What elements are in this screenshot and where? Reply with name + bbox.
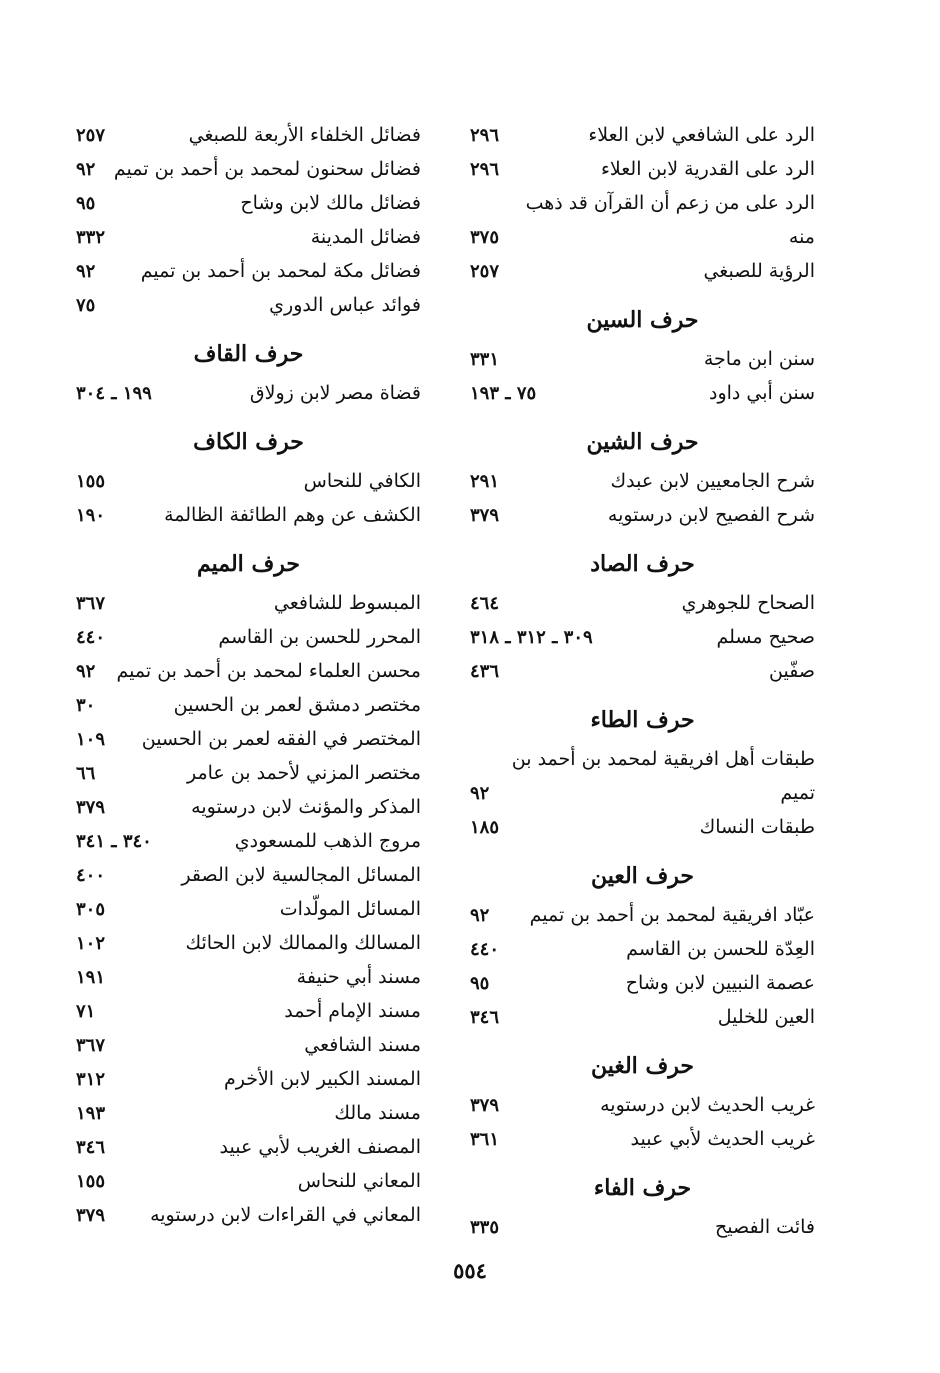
- index-entry: [470, 932, 815, 966]
- entry-pages: ١٥٥: [76, 471, 106, 492]
- entry-title: المصنف الغريب لأبي عبيد: [219, 1136, 421, 1158]
- heading-spacer: [76, 532, 421, 542]
- entry-title: مختصر المزني لأحمد بن عامر: [186, 762, 421, 784]
- entry-title: فضائل مكة لمحمد بن أحمد بن تميم: [140, 260, 421, 282]
- entry-pages: ٩٢: [470, 783, 490, 804]
- entry-title: مختصر دمشق لعمر بن الحسين: [173, 694, 421, 716]
- letter-heading: حرف السين: [586, 307, 699, 333]
- index-entry: [470, 620, 815, 654]
- entry-pages: ٣٣١: [470, 349, 500, 370]
- entry-pages: ١٩٩ ـ ٣٠٤: [76, 383, 152, 404]
- entry-title: غريب الحديث لأبي عبيد: [630, 1128, 815, 1150]
- index-entry: [470, 1122, 815, 1156]
- entry-pages: ٤٦٤: [470, 593, 500, 614]
- entry-pages: ٩٢: [76, 261, 96, 282]
- entry-pages: ٣١٢: [76, 1069, 106, 1090]
- heading-spacer: [470, 532, 815, 542]
- index-entry: [76, 688, 421, 722]
- index-entry: [470, 186, 815, 220]
- index-entry: [76, 288, 421, 322]
- heading-spacer: [470, 288, 815, 298]
- entry-title: سنن ابن ماجة: [703, 348, 815, 370]
- entry-title: فضائل سحنون لمحمد بن أحمد بن تميم: [113, 158, 421, 180]
- letter-heading: حرف الميم: [196, 551, 301, 577]
- entry-pages: ٤٤٠: [76, 627, 106, 648]
- letter-heading: حرف الفاء: [593, 1175, 692, 1201]
- entry-pages: ٣٤٠ ـ ٣٤١: [76, 831, 152, 852]
- entry-pages: ٢٩٦: [470, 159, 500, 180]
- heading-spacer: [470, 1156, 815, 1166]
- index-entry: [76, 220, 421, 254]
- index-entry: [470, 742, 815, 776]
- entry-pages: ٣٧٩: [76, 797, 106, 818]
- entry-pages: ١٨٥: [470, 817, 500, 838]
- entry-title: الرد على من زعم أن القرآن قد ذهب: [525, 192, 815, 214]
- entry-pages: ٤٤٠: [470, 939, 500, 960]
- index-column-right: [470, 118, 815, 1244]
- entry-pages: ٢٩١: [470, 471, 500, 492]
- entry-pages: ٣٠: [76, 695, 96, 716]
- entry-pages: ٣٧٩: [470, 1095, 500, 1116]
- entry-title: شرح الفصيح لابن درستويه: [607, 504, 815, 526]
- index-entry: [470, 1000, 815, 1034]
- entry-title: فضائل الخلفاء الأربعة للصبغي: [188, 124, 421, 146]
- entry-pages: ٧١: [76, 1001, 96, 1022]
- index-entry: [470, 1088, 815, 1122]
- entry-title: المبسوط للشافعي: [273, 592, 421, 614]
- index-entry: [470, 342, 815, 376]
- index-entry: [76, 1028, 421, 1062]
- entry-title: عبّاد افريقية لمحمد بن أحمد بن تميم: [529, 904, 815, 926]
- entry-title: فضائل المدينة: [310, 226, 421, 248]
- entry-title: المعاني للنحاس: [297, 1170, 421, 1192]
- entry-title: قضاة مصر لابن زولاق: [249, 382, 421, 404]
- entry-pages: ٩٢: [470, 905, 490, 926]
- heading-spacer: [470, 410, 815, 420]
- index-entry: [470, 898, 815, 932]
- entry-title: المسند الكبير لابن الأخرم: [223, 1068, 421, 1090]
- entry-pages: ٩٥: [76, 193, 96, 214]
- entry-pages: ١٥٥: [76, 1171, 106, 1192]
- entry-pages: ٣٦٧: [76, 1035, 106, 1056]
- entry-pages: ٣٠٥: [76, 899, 106, 920]
- index-entry: [470, 654, 815, 688]
- index-entry: [470, 1210, 815, 1244]
- index-entry: [76, 926, 421, 960]
- entry-title: الرد على الشافعي لابن العلاء: [588, 124, 815, 146]
- index-entry: [76, 722, 421, 756]
- entry-title: شرح الجامعيين لابن عبدك: [610, 470, 815, 492]
- entry-title: فوائد عباس الدوري: [269, 294, 421, 316]
- entry-pages: ١٠٢: [76, 933, 106, 954]
- entry-pages: ١٩٣: [76, 1103, 106, 1124]
- entry-pages: ٣٤٦: [470, 1007, 500, 1028]
- page-number: ٥٥٤: [453, 1258, 487, 1283]
- entry-pages: ٣٠٩ ـ ٣١٢ ـ ٣١٨: [470, 627, 593, 648]
- entry-title: العين للخليل: [717, 1006, 815, 1028]
- heading-spacer: [470, 688, 815, 698]
- index-entry: [76, 620, 421, 654]
- letter-heading: حرف العين: [590, 863, 695, 889]
- entry-pages: ٣٣٢: [76, 227, 106, 248]
- index-entry: [470, 464, 815, 498]
- entry-pages: ٩٥: [470, 973, 490, 994]
- index-entry: [76, 1164, 421, 1198]
- index-entry: [76, 790, 421, 824]
- index-entry: [470, 776, 815, 810]
- index-entry: [470, 810, 815, 844]
- index-entry: [470, 152, 815, 186]
- index-entry: [76, 824, 421, 858]
- entry-pages: ٧٥: [76, 295, 96, 316]
- entry-title: المسائل المولّدات: [279, 898, 421, 920]
- entry-title: طبقات أهل افريقية لمحمد بن أحمد بن: [511, 748, 815, 770]
- heading-spacer: [76, 322, 421, 332]
- entry-pages: ٣٣٥: [470, 1217, 500, 1238]
- entry-title: المعاني في القراءات لابن درستويه: [150, 1204, 421, 1226]
- entry-pages: ١٩١: [76, 967, 106, 988]
- entry-title: سنن أبي داود: [709, 382, 815, 404]
- entry-title: منه: [788, 226, 815, 248]
- index-entry: [76, 858, 421, 892]
- entry-title: الكشف عن وهم الطائفة الظالمة: [164, 504, 421, 526]
- index-entry: [470, 966, 815, 1000]
- entry-title: الصحاح للجوهري: [681, 592, 815, 614]
- entry-title: طبقات النساك: [699, 816, 815, 838]
- heading-spacer: [76, 410, 421, 420]
- index-entry: [76, 254, 421, 288]
- entry-title: مسند الإمام أحمد: [284, 1000, 421, 1022]
- entry-pages: ٣٦١: [470, 1129, 500, 1150]
- entry-pages: ٧٥ ـ ١٩٣: [470, 383, 537, 404]
- entry-pages: ١٠٩: [76, 729, 106, 750]
- letter-heading: حرف الغين: [590, 1053, 695, 1079]
- entry-pages: ٣٧٥: [470, 227, 500, 248]
- index-entry: [470, 498, 815, 532]
- entry-title: غريب الحديث لابن درستويه: [600, 1094, 815, 1116]
- index-entry: [76, 1198, 421, 1232]
- entry-title: المسائل المجالسية لابن الصقر: [181, 864, 421, 886]
- entry-title: المسالك والممالك لابن الحائك: [185, 932, 421, 954]
- entry-title: المذكر والمؤنث لابن درستويه: [191, 796, 421, 818]
- heading-spacer: [470, 844, 815, 854]
- entry-title: المحرر للحسن بن القاسم: [218, 626, 421, 648]
- index-entry: [76, 152, 421, 186]
- entry-pages: ٢٥٧: [470, 261, 500, 282]
- heading-spacer: [470, 1034, 815, 1044]
- index-entry: [470, 254, 815, 288]
- entry-pages: ٦٦: [76, 763, 96, 784]
- letter-heading: حرف الطاء: [590, 707, 695, 733]
- index-entry: [76, 498, 421, 532]
- letter-heading: حرف الصاد: [590, 551, 695, 577]
- entry-pages: ٣٧٩: [76, 1205, 106, 1226]
- index-entry: [76, 186, 421, 220]
- entry-title: صحيح مسلم: [716, 626, 815, 648]
- entry-pages: ١٩٠: [76, 505, 106, 526]
- entry-title: فائت الفصيح: [714, 1216, 815, 1238]
- letter-heading: حرف القاف: [193, 341, 304, 367]
- index-entry: [76, 1130, 421, 1164]
- entry-title: الرد على القدرية لابن العلاء: [600, 158, 815, 180]
- entry-pages: ٣٧٩: [470, 505, 500, 526]
- letter-heading: حرف الشين: [586, 429, 699, 455]
- entry-title: الكافي للنحاس: [303, 470, 421, 492]
- entry-title: فضائل مالك لابن وشاح: [240, 192, 421, 214]
- entry-pages: ٤٣٦: [470, 661, 500, 682]
- index-entry: [76, 376, 421, 410]
- entry-title: الرؤية للصبغي: [703, 260, 815, 282]
- index-entry: [470, 586, 815, 620]
- entry-title: المختصر في الفقه لعمر بن الحسين: [141, 728, 421, 750]
- entry-title: مروج الذهب للمسعودي: [234, 830, 421, 852]
- entry-title: عصمة النبيين لابن وشاح: [625, 972, 815, 994]
- index-entry: [76, 464, 421, 498]
- entry-title: العِدّة للحسن بن القاسم: [626, 938, 815, 960]
- index-entry: [76, 586, 421, 620]
- entry-title: مسند أبي حنيفة: [296, 966, 421, 988]
- index-entry: [76, 118, 421, 152]
- entry-pages: ٢٥٧: [76, 125, 106, 146]
- entry-pages: ٩٢: [76, 159, 96, 180]
- index-entry: [76, 1096, 421, 1130]
- entry-title: مسند مالك: [334, 1102, 421, 1124]
- entry-pages: ٣٤٦: [76, 1137, 106, 1158]
- index-entry: [76, 994, 421, 1028]
- index-entry: [76, 756, 421, 790]
- index-entry: [76, 1062, 421, 1096]
- entry-title: محسن العلماء لمحمد بن أحمد بن تميم: [116, 660, 421, 682]
- index-entry: [470, 220, 815, 254]
- index-entry: [76, 654, 421, 688]
- entry-pages: ٣٦٧: [76, 593, 106, 614]
- entry-title: صفّين: [769, 660, 815, 682]
- index-entry: [76, 960, 421, 994]
- entry-title: مسند الشافعي: [304, 1034, 421, 1056]
- entry-pages: ٤٠٠: [76, 865, 106, 886]
- index-entry: [470, 118, 815, 152]
- index-entry: [76, 892, 421, 926]
- index-entry: [470, 376, 815, 410]
- entry-title: تميم: [780, 782, 815, 804]
- index-column-left: [76, 118, 421, 1232]
- letter-heading: حرف الكاف: [193, 429, 304, 455]
- entry-pages: ٢٩٦: [470, 125, 500, 146]
- entry-pages: ٩٢: [76, 661, 96, 682]
